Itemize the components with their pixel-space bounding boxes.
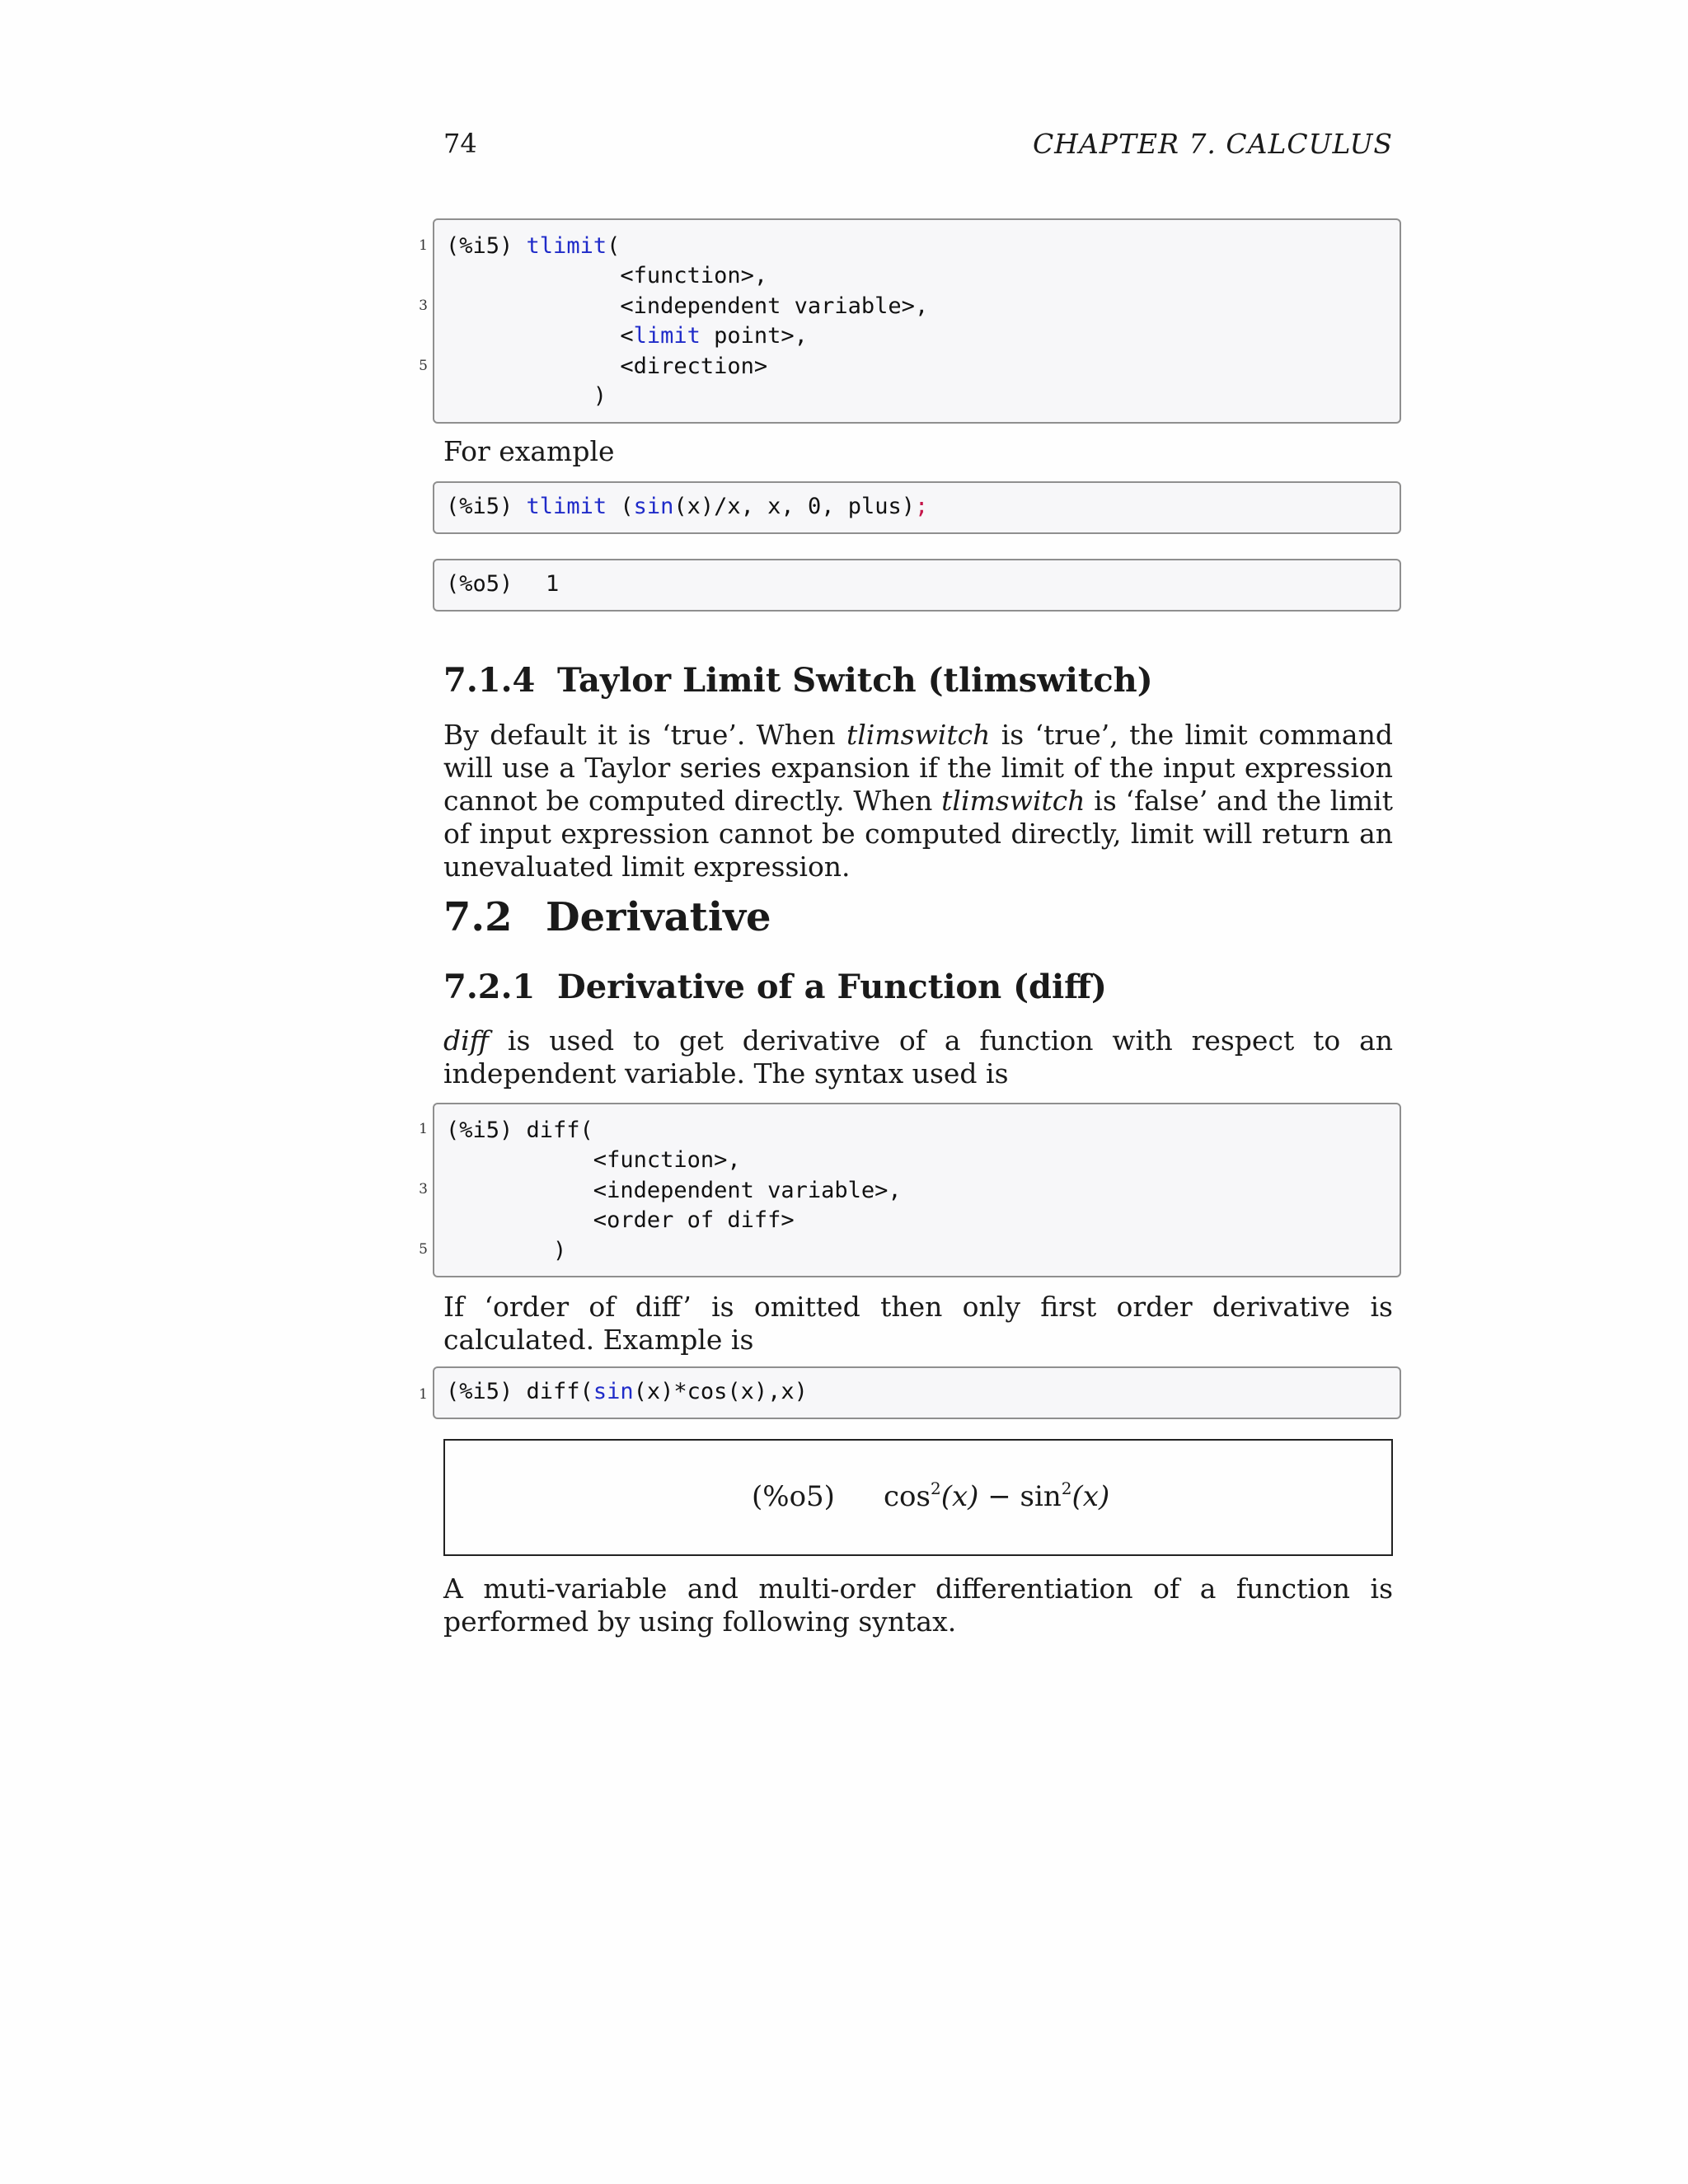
code-line: <function>,	[446, 1147, 741, 1173]
paragraph-multi-variable: A muti-variable and multi-order differentiation of a function is performed by using following syntax.	[443, 1572, 1393, 1638]
paragraph-diff-intro: diff is used to get derivative of a function with respect to an independent variable. The syntax used is	[443, 1024, 1393, 1090]
section-heading-7-1-4: 7.1.4 Taylor Limit Switch (tlimswitch)	[443, 661, 1153, 700]
code-line-number: 3	[419, 1181, 428, 1197]
code-line: (%i5) diff(sin(x)*cos(x),x)	[446, 1379, 808, 1404]
code-line: <order of diff>	[446, 1207, 795, 1233]
formula-expression: $\cos^2(x) - \sin^2(x)$	[884, 1479, 1110, 1513]
code-line: <direction>	[446, 354, 768, 379]
formula-label: (%o5)	[752, 1480, 835, 1513]
code-line: )	[446, 1238, 567, 1263]
code-line-number: 3	[419, 298, 428, 314]
formula-output-box	[443, 1439, 1393, 1556]
chapter-title: CHAPTER 7. CALCULUS	[1032, 128, 1393, 160]
code-block-tlimit-syntax	[433, 218, 1401, 424]
code-line-number: 1	[419, 237, 428, 254]
section-heading-7-2-1: 7.2.1 Derivative of a Function (diff)	[443, 968, 1107, 1006]
code-line-number: 5	[419, 358, 428, 374]
code-line: (%i5) tlimit(	[446, 233, 621, 259]
running-header	[443, 128, 1393, 164]
paragraph-tlimswitch: By default it is ‘true’. When tlimswitch is ‘true’, the limit command will use a Taylor series expansion if the limit of the input expression cannot be computed directly. When tlimswitch is ‘false’ and the limit of input expression cannot be computed directly, limit will return an unevaluated limit expression.	[443, 719, 1393, 883]
code-line-number: 1	[419, 1121, 428, 1137]
paragraph-for-example: For example	[443, 435, 615, 467]
code-line: (%i5) diff(	[446, 1118, 593, 1143]
code-line: (%i5) tlimit (sin(x)/x, x, 0, plus);	[446, 494, 929, 519]
code-block-tlimit-example	[433, 481, 1401, 534]
code-line: <independent variable>,	[446, 293, 929, 319]
code-line-number: 5	[419, 1241, 428, 1258]
output-block-tlimit	[433, 559, 1401, 612]
output-value: 1	[546, 571, 560, 597]
code-line-number: 1	[419, 1386, 428, 1403]
code-block-diff-example	[433, 1366, 1401, 1419]
code-line: <limit point>,	[446, 323, 808, 349]
code-line: )	[446, 383, 607, 409]
code-line: <function>,	[446, 263, 768, 288]
section-heading-7-2: 7.2 Derivative	[443, 894, 771, 940]
page-number: 74	[443, 128, 477, 159]
output-label: (%o5)	[446, 571, 513, 597]
code-line: <independent variable>,	[446, 1178, 902, 1203]
code-block-diff-syntax	[433, 1103, 1401, 1277]
paragraph-order-of-diff: If ‘order of diff’ is omitted then only first order derivative is calculated. Example is	[443, 1291, 1393, 1356]
